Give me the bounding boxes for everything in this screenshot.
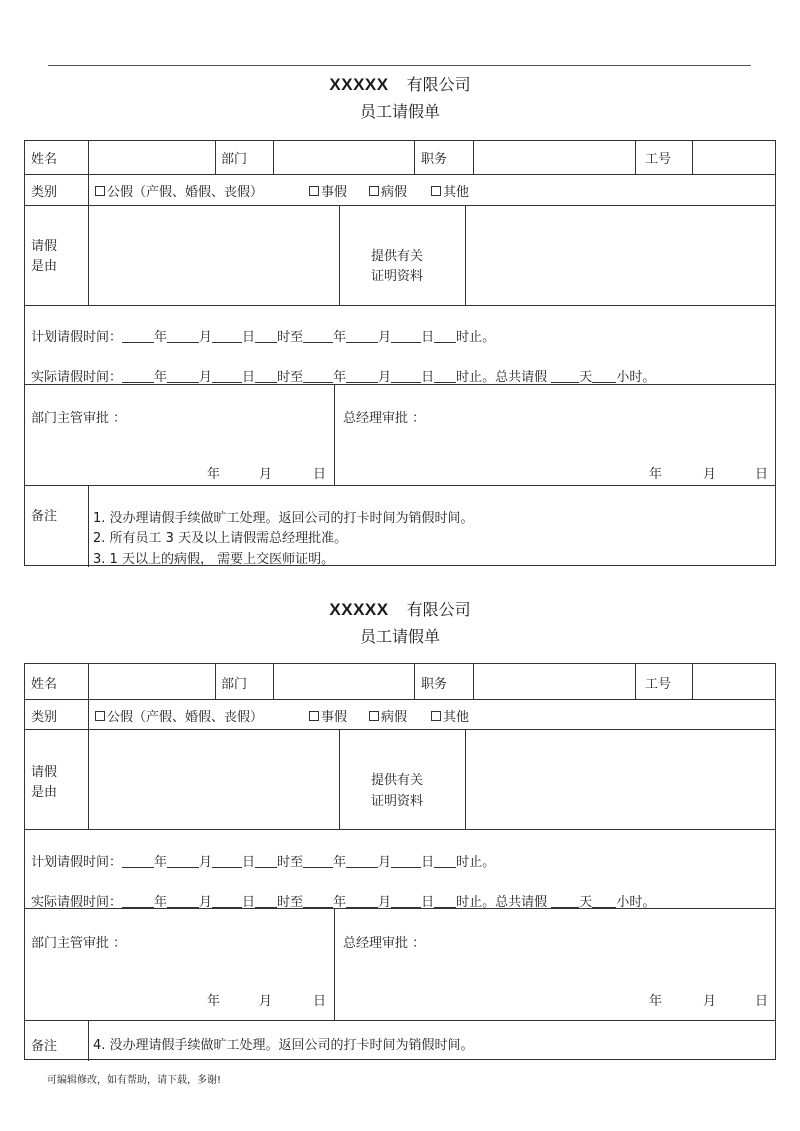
proof-field[interactable] xyxy=(466,730,775,828)
leave-form-2 xyxy=(24,663,776,1060)
category-option[interactable]: 其他 xyxy=(431,706,469,725)
form-title xyxy=(0,597,800,620)
date-year: 年 xyxy=(649,467,663,482)
proof-field[interactable] xyxy=(466,206,775,304)
checkbox-icon[interactable] xyxy=(431,186,441,196)
note-item: 4. 没办理请假手续做旷工处理。返回公司的打卡时间为销假时间。 xyxy=(93,1038,474,1053)
category-option[interactable]: 事假 xyxy=(309,706,347,725)
name-label: 姓名 xyxy=(31,677,58,692)
position-field[interactable] xyxy=(474,142,634,173)
form-title xyxy=(0,72,800,95)
category-option[interactable]: 事假 xyxy=(309,181,347,200)
category-option[interactable]: 病假 xyxy=(369,181,407,200)
note-item: 1. 没办理请假手续做旷工处理。返回公司的打卡时间为销假时间。 xyxy=(93,511,474,526)
dept-approval-label: 部门主管审批 ： xyxy=(31,411,127,426)
footer-note: 可编辑修改，如有帮助，请下载，多谢! xyxy=(47,1075,222,1086)
date-day: 日 xyxy=(755,467,769,482)
reason-field[interactable] xyxy=(89,730,338,828)
name-field[interactable] xyxy=(89,142,214,173)
position-label: 职务 xyxy=(421,152,448,167)
notes-label: 备注 xyxy=(31,509,58,524)
reason-label-2: 是由 xyxy=(31,785,58,800)
category-label: 类别 xyxy=(31,185,58,200)
company-suffix: 有限公司 xyxy=(406,600,471,619)
leave-form-1 xyxy=(24,140,776,566)
category-option[interactable]: 公假（产假、婚假、丧假） xyxy=(95,181,263,200)
dept-field[interactable] xyxy=(274,665,413,698)
proof-label-2: 证明资料 xyxy=(371,794,424,809)
dept-label: 部门 xyxy=(221,152,248,167)
checkbox-icon[interactable] xyxy=(431,711,441,721)
date-day: 日 xyxy=(313,467,327,482)
category-option[interactable]: 病假 xyxy=(369,706,407,725)
name-label: 姓名 xyxy=(31,152,58,167)
category-label: 类别 xyxy=(31,710,58,725)
emp-no-label: 工号 xyxy=(645,677,672,692)
gm-approval-label: 总经理审批 ： xyxy=(343,411,426,426)
reason-label-2: 是由 xyxy=(31,259,58,274)
reason-label-1: 请假 xyxy=(31,239,58,254)
actual-time-row: 实际请假时间： 年 月 日 时至 年 月 日 时止。总共请假 天 小时。 xyxy=(31,895,656,910)
company-suffix: 有限公司 xyxy=(406,75,471,94)
checkbox-icon[interactable] xyxy=(309,711,319,721)
emp-no-label: 工号 xyxy=(645,152,672,167)
emp-no-field[interactable] xyxy=(693,142,775,173)
company-name: XXXXX xyxy=(329,600,389,619)
date-day: 日 xyxy=(313,994,327,1009)
name-field[interactable] xyxy=(89,665,214,698)
note-item: 3. 1 天以上的病假， 需要上交医师证明。 xyxy=(93,552,335,567)
date-month: 月 xyxy=(259,994,273,1009)
position-label: 职务 xyxy=(421,677,448,692)
date-month: 月 xyxy=(259,467,273,482)
category-option[interactable]: 其他 xyxy=(431,181,469,200)
checkbox-icon[interactable] xyxy=(369,711,379,721)
company-name: XXXXX xyxy=(329,75,389,94)
checkbox-icon[interactable] xyxy=(95,711,105,721)
date-month: 月 xyxy=(703,467,717,482)
checkbox-icon[interactable] xyxy=(309,186,319,196)
emp-no-field[interactable] xyxy=(693,665,775,698)
notes-label: 备注 xyxy=(31,1039,58,1054)
planned-time-row: 计划请假时间： 年 月 日 时至 年 月 日 时止。 xyxy=(31,330,496,345)
checkbox-icon[interactable] xyxy=(369,186,379,196)
form-subtitle: 员工请假单 xyxy=(359,627,440,646)
dept-field[interactable] xyxy=(274,142,413,173)
dept-approval-label: 部门主管审批 ： xyxy=(31,936,127,951)
category-option[interactable]: 公假（产假、婚假、丧假） xyxy=(95,706,263,725)
date-year: 年 xyxy=(649,994,663,1009)
date-month: 月 xyxy=(703,994,717,1009)
date-year: 年 xyxy=(207,994,221,1009)
note-item: 2. 所有员工 3 天及以上请假需总经理批准。 xyxy=(93,531,348,546)
proof-label-1: 提供有关 xyxy=(371,773,424,788)
position-field[interactable] xyxy=(474,665,634,698)
proof-label-1: 提供有关 xyxy=(371,249,424,264)
date-day: 日 xyxy=(755,994,769,1009)
form-subtitle: 员工请假单 xyxy=(359,102,440,121)
top-rule xyxy=(48,65,751,66)
reason-field[interactable] xyxy=(89,206,338,304)
dept-label: 部门 xyxy=(221,677,248,692)
date-year: 年 xyxy=(207,467,221,482)
reason-label-1: 请假 xyxy=(31,765,58,780)
actual-time-row: 实际请假时间： 年 月 日 时至 年 月 日 时止。总共请假 天 小时。 xyxy=(31,370,656,385)
proof-label-2: 证明资料 xyxy=(371,269,424,284)
planned-time-row: 计划请假时间： 年 月 日 时至 年 月 日 时止。 xyxy=(31,855,496,870)
checkbox-icon[interactable] xyxy=(95,186,105,196)
gm-approval-label: 总经理审批 ： xyxy=(343,936,426,951)
